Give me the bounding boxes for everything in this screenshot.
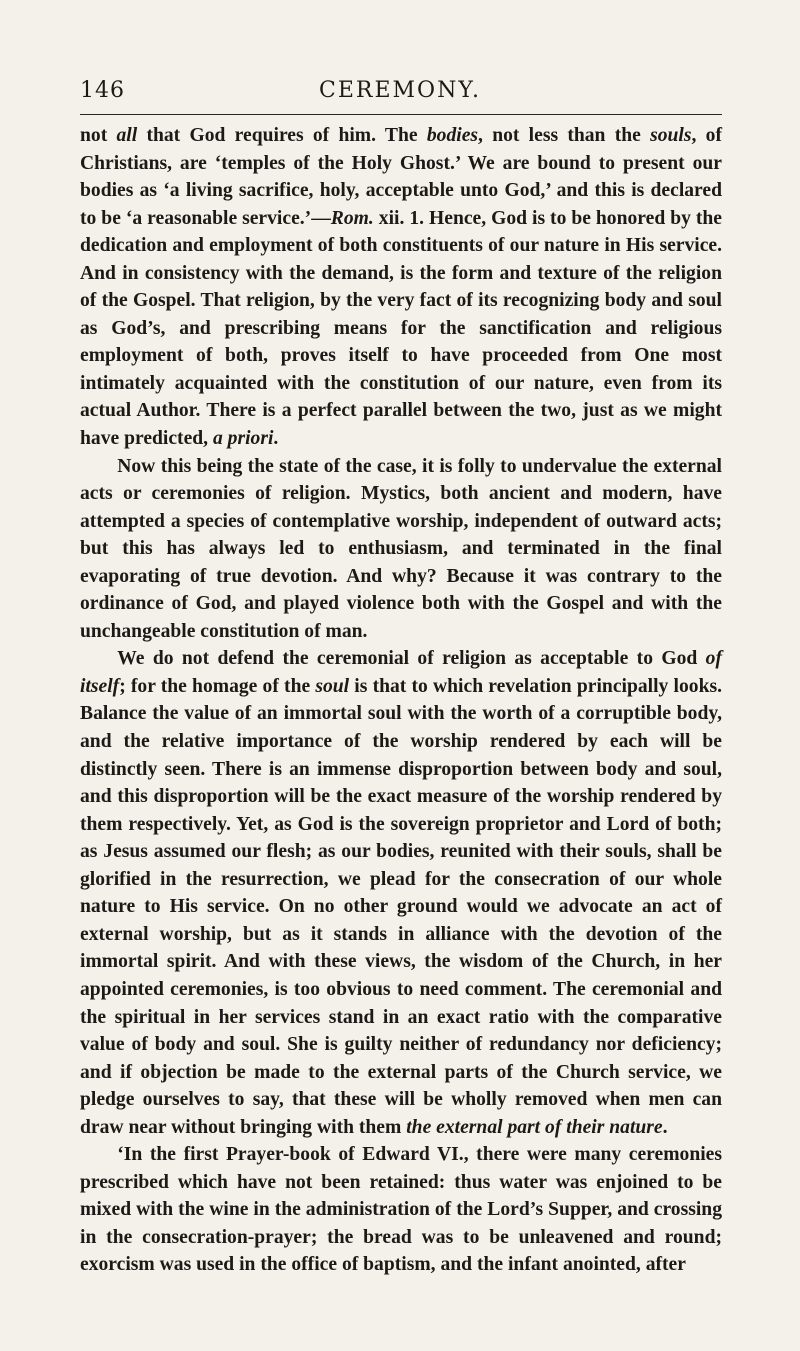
paragraph-3	[80, 645, 722, 1141]
text-run: is that to which revelation principally looks. Balance the value of an immortal soul with the worth of a corruptible body, and the relative importance of the worship rendered by each will be distinctly seen. There is an immense disproportion between body and soul, and this disproportion will be the exact measure of the worship rendered by them respectively. Yet, as God is the sovereign proprietor and Lord of both; as Jesus assumed our flesh; as our bodies, reunited with their souls, shall be glorified in the resurrection, we plead for the consecration of our whole nature to His service. On no other ground would we advocate an act of external worship, but as it stands in alliance with the devotion of the immortal spirit. And with these views, the wisdom of the Church, in her appointed ceremonies, is too obvious to need comment. The ceremonial and the spiritual in her services stand in an exact ratio with the comparative value of body and soul. She is guilty neither of redundancy nor deficiency; and if objection be made to the external parts of the Church service, we pledge ourselves to say, that these will be wholly removed when men can draw near without bringing with them	[80, 675, 722, 1138]
body-text	[80, 122, 722, 1279]
page-header	[80, 78, 720, 114]
italic-run: a priori	[212, 428, 274, 450]
italic-run: of itself	[80, 648, 722, 697]
text-run: , of Christians, are ‘temples of the Holy Ghost.’ We are bound to present our bodies as ‘a living sacrifice, holy, acceptable unto God,’ and this is declared to be ‘a reasonable service.’—	[80, 125, 722, 229]
text-run: Now this being the state of the case, it is folly to undervalue the external acts or ceremonies of religion. Mystics, both ancient and modern, have attempted a species of contemplative worship, independent of outward acts; but this has always led to enthusiasm, and terminated in the final evaporating of true devotion. And why? Because it was contrary to the ordinance of God, and played violence both with the Gospel and with the unchangeable constitution of man.	[80, 455, 722, 642]
italic-run: all	[116, 125, 138, 146]
header-rule	[80, 114, 722, 115]
running-head: CEREMONY.	[318, 78, 481, 103]
text-run: .	[273, 428, 279, 450]
paragraph-1	[80, 122, 722, 453]
italic-run: bodies	[426, 125, 479, 146]
paragraph-2	[80, 453, 722, 646]
page-number: 146	[80, 78, 125, 103]
text-run: , not less than the	[478, 125, 651, 146]
italic-run: souls	[650, 125, 692, 146]
text-run: xii. 1. Hence, God is to be honored by the dedication and employment of both constituents of our nature in His service. And in consistency with the demand, is the form and texture of the religion of the Gospel. That religion, by the very fact of its recognizing body and soul as God’s, and prescribing means for the sanctification and religious employment of both, proves itself to have proceeded from One most intimately acquainted with the constitution of our nature, even from its actual Author. There is a perfect parallel between the two, just as we might have predicted,	[80, 207, 722, 450]
text-run: that God requires of him. The	[137, 125, 427, 146]
text-run: ‘In the first Prayer-book of Edward VI., there were many ceremonies prescribed which have not been retained: thus water was enjoined to be mixed with the wine in the administration of the Lord’s Supper, and crossing in the consecration-prayer; the bread was to be unleavened and round; exorcism was used in the office of baptism, and the infant anointed, after	[80, 1144, 722, 1276]
italic-run: soul	[315, 675, 350, 697]
italic-run: the external part of their nature	[406, 1116, 663, 1138]
text-run: .	[662, 1116, 668, 1138]
text-run: not	[80, 125, 117, 146]
text-run: ; for the homage of the	[119, 675, 316, 697]
italic-run: Rom.	[330, 207, 374, 229]
text-run: We do not defend the ceremonial of religion as acceptable to God	[117, 648, 706, 670]
paragraph-4	[80, 1141, 722, 1279]
